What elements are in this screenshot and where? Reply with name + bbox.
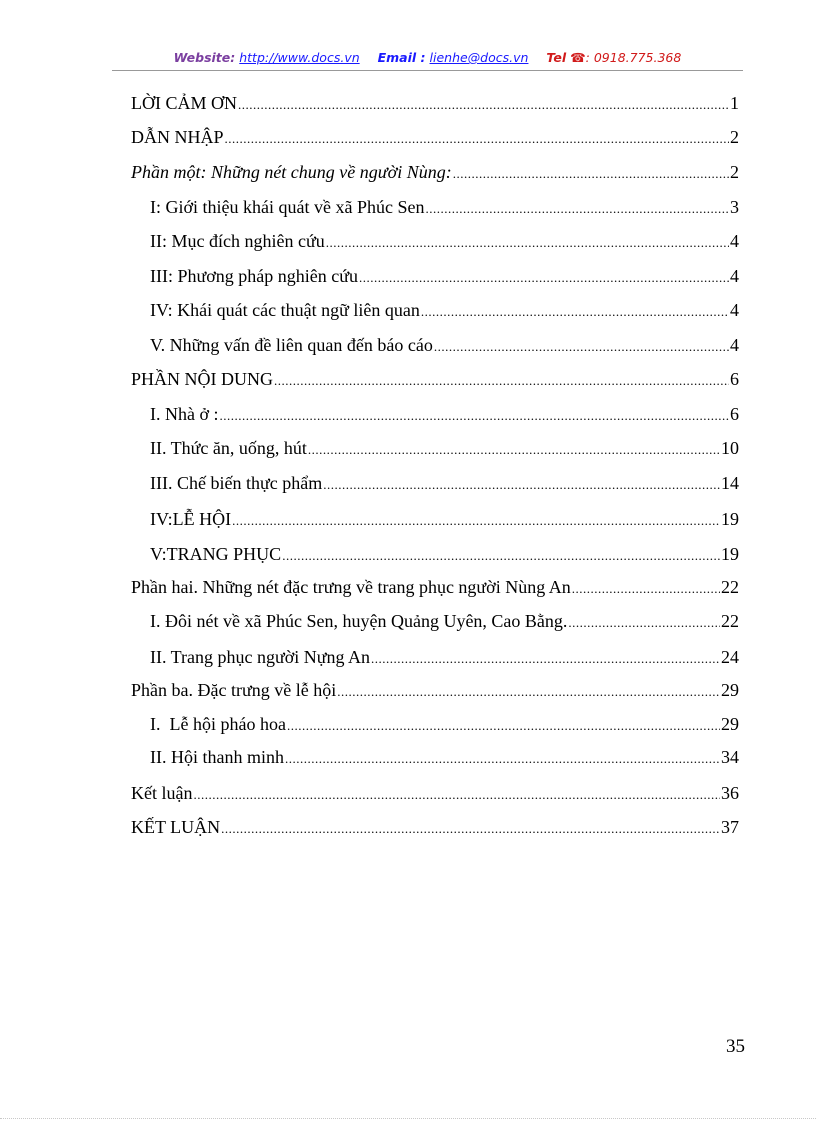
toc-entry[interactable] bbox=[131, 677, 739, 703]
toc-entry[interactable] bbox=[150, 228, 739, 254]
toc-entry-page: 14 bbox=[721, 473, 739, 493]
toc-entry-page: 19 bbox=[721, 544, 739, 564]
dot-leader bbox=[287, 713, 720, 739]
toc-entry-title: III: Phương pháp nghiên cứu bbox=[150, 266, 358, 286]
dot-leader bbox=[371, 646, 720, 672]
toc-entry-title: II. Hội thanh minh bbox=[150, 747, 284, 767]
toc-entry[interactable] bbox=[150, 470, 739, 496]
tel-label: Tel bbox=[546, 50, 567, 65]
dot-leader bbox=[193, 782, 720, 808]
toc-entry-page: 6 bbox=[730, 369, 739, 389]
toc-entry-title: V. Những vấn đề liên quan đến báo cáo bbox=[150, 335, 433, 355]
toc-entry-page: 2 bbox=[730, 127, 739, 147]
toc-entry-title: II: Mục đích nghiên cứu bbox=[150, 231, 325, 251]
toc-entry[interactable] bbox=[131, 159, 739, 185]
dot-leader bbox=[221, 816, 720, 842]
toc-entry-title: I. Lễ hội pháo hoa bbox=[150, 714, 286, 734]
dot-leader bbox=[421, 299, 729, 325]
toc-entry-title: KẾT LUẬN bbox=[131, 817, 221, 837]
dot-leader bbox=[225, 126, 729, 152]
toc-entry[interactable] bbox=[131, 366, 739, 392]
dot-leader bbox=[359, 265, 729, 291]
toc-entry[interactable] bbox=[131, 780, 739, 806]
toc-entry-page: 22 bbox=[721, 577, 739, 597]
toc-entry[interactable] bbox=[150, 608, 739, 634]
website-label: Website: bbox=[173, 50, 236, 65]
toc-entry-title: I: Giới thiệu khái quát về xã Phúc Sen bbox=[150, 197, 425, 217]
toc-entry[interactable] bbox=[150, 744, 739, 770]
toc-entry-title: LỜI CẢM ƠN bbox=[131, 93, 237, 113]
toc-entry-title: Phần ba. Đặc trưng về lễ hội bbox=[131, 680, 337, 700]
toc-entry-page: 6 bbox=[730, 404, 739, 424]
toc-entry-page: 36 bbox=[721, 783, 739, 803]
dot-leader bbox=[434, 334, 729, 360]
toc-entry[interactable] bbox=[131, 90, 739, 116]
toc-entry[interactable] bbox=[150, 435, 739, 461]
phone-number: : 0918.775.368 bbox=[585, 50, 682, 65]
toc-entry-page: 4 bbox=[730, 266, 739, 286]
toc-entry[interactable] bbox=[150, 297, 739, 323]
toc-entry-page: 1 bbox=[730, 93, 739, 113]
toc-entry-page: 24 bbox=[721, 647, 739, 667]
toc-entry[interactable] bbox=[131, 574, 739, 600]
dot-leader bbox=[425, 196, 729, 222]
dot-leader bbox=[308, 437, 720, 463]
dot-leader bbox=[220, 403, 729, 429]
toc-entry-title: Phần hai. Những nét đặc trưng về trang phục người Nùng An bbox=[131, 577, 571, 597]
toc-entry-page: 4 bbox=[730, 335, 739, 355]
toc-entry-page: 34 bbox=[721, 747, 739, 767]
toc-entry[interactable] bbox=[150, 332, 739, 358]
toc-entry[interactable] bbox=[150, 506, 739, 532]
toc-entry[interactable] bbox=[131, 124, 739, 150]
dot-leader bbox=[572, 576, 720, 602]
toc-entry-page: 4 bbox=[730, 300, 739, 320]
toc-entry-page: 22 bbox=[721, 611, 739, 631]
dot-leader bbox=[568, 610, 720, 636]
toc-entry-title: II. Trang phục người Nựng An bbox=[150, 647, 371, 667]
toc-entry-page: 4 bbox=[730, 231, 739, 251]
toc-entry-title: PHẦN NỘI DUNG bbox=[131, 369, 273, 389]
dot-leader bbox=[282, 543, 720, 569]
toc-entry-page: 19 bbox=[721, 509, 739, 529]
toc-entry[interactable] bbox=[150, 711, 739, 737]
toc-entry-title: V:TRANG PHỤC bbox=[150, 544, 282, 564]
toc-entry-page: 2 bbox=[730, 162, 739, 182]
dot-leader bbox=[232, 508, 720, 534]
toc-entry-page: 10 bbox=[721, 438, 739, 458]
website-link[interactable]: http://www.docs.vn bbox=[239, 50, 360, 65]
toc-entry-title: IV:LỄ HỘI bbox=[150, 509, 232, 529]
toc-entry-title: I. Nhà ở : bbox=[150, 404, 219, 424]
dot-leader bbox=[337, 679, 720, 705]
toc-entry-title: I. Đôi nét về xã Phúc Sen, huyện Quảng Uyên, Cao Bằng. bbox=[150, 611, 568, 631]
toc-entry-page: 3 bbox=[730, 197, 739, 217]
toc-entry-page: 29 bbox=[721, 680, 739, 700]
email-link[interactable]: lienhe@docs.vn bbox=[429, 50, 529, 65]
page-header bbox=[112, 50, 743, 65]
toc-entry-title: III. Chế biến thực phẩm bbox=[150, 473, 323, 493]
dot-leader bbox=[326, 230, 729, 256]
dot-leader bbox=[285, 746, 720, 772]
bottom-dotted-line bbox=[0, 1118, 816, 1119]
dot-leader bbox=[453, 161, 729, 187]
toc-entry-page: 29 bbox=[721, 714, 739, 734]
toc-entry[interactable] bbox=[150, 541, 739, 567]
toc-entry-title: IV: Khái quát các thuật ngữ liên quan bbox=[150, 300, 420, 320]
toc-entry[interactable] bbox=[150, 194, 739, 220]
toc-entry[interactable] bbox=[131, 814, 739, 840]
toc-entry[interactable] bbox=[150, 401, 739, 427]
toc-entry-title: DẪN NHẬP bbox=[131, 127, 224, 147]
toc-entry-page: 37 bbox=[721, 817, 739, 837]
header-rule bbox=[112, 70, 743, 71]
toc-entry-title: Kết luận bbox=[131, 783, 193, 803]
dot-leader bbox=[238, 92, 729, 118]
toc-entry-title: Phần một: Những nét chung về người Nùng: bbox=[131, 162, 452, 182]
page-number: 35 bbox=[726, 1036, 745, 1057]
email-label: Email : bbox=[377, 50, 426, 65]
toc-entry[interactable] bbox=[150, 263, 739, 289]
dot-leader bbox=[323, 472, 720, 498]
toc-entry-title: II. Thức ăn, uống, hút bbox=[150, 438, 307, 458]
toc-entry[interactable] bbox=[150, 644, 739, 670]
dot-leader bbox=[274, 368, 729, 394]
phone-icon: ☎ bbox=[570, 50, 586, 65]
